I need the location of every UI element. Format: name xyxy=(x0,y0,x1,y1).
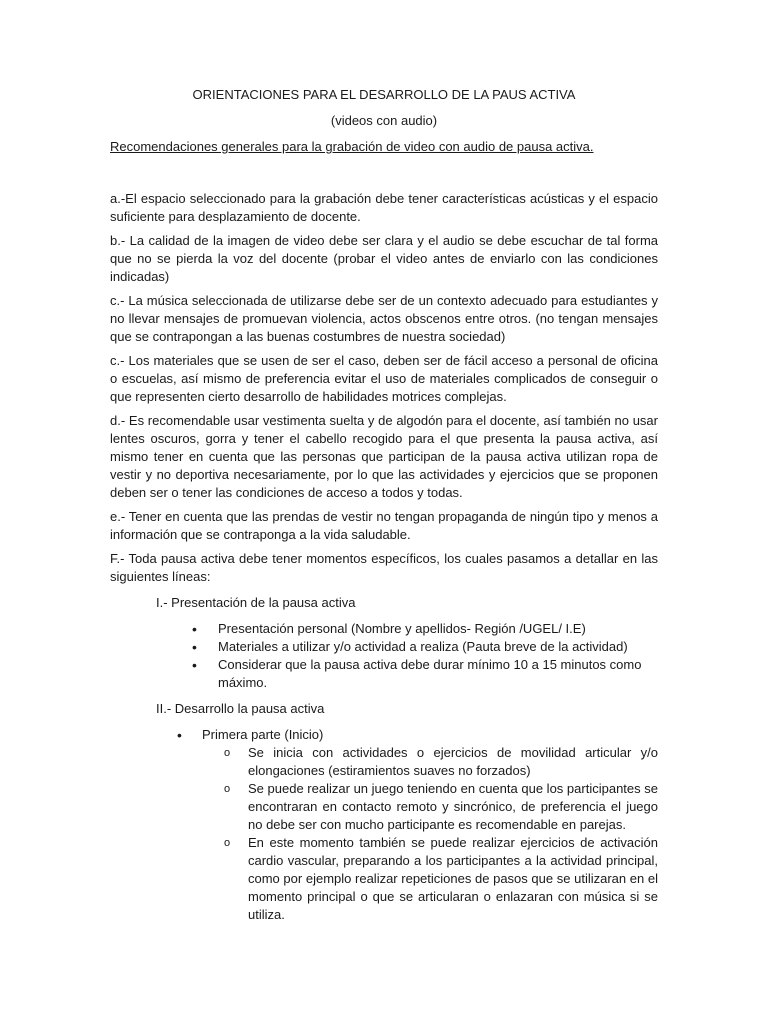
list-item: • Considerar que la pausa activa debe durar mínimo 10 a 15 minutos como máximo. xyxy=(218,656,658,692)
paragraph-c-music: c.- La música seleccionada de utilizarse debe ser de un contexto adecuado para estudiantes y no llevar mensajes de promuevan violencia, actos obscenos entre otros. (no tengan mensajes que se contrapongan a las buenas costumbres de nuestra sociedad) xyxy=(110,293,658,344)
paragraph-f: F.- Toda pausa activa debe tener momentos específicos, los cuales pasamos a detallar en las siguientes líneas: xyxy=(110,551,658,584)
paragraph-d: d.- Es recomendable usar vestimenta suelta y de algodón para el docente, así también no usar lentes oscuros, gorra y tener el cabello recogido para el que presenta la pausa activa, así mismo tener en cuenta que las personas que participan de la pausa activa utilizan ropa de vestir y no deportiva necesariamente, por lo que las actividades y ejercicios que se proponen deben ser o tener las condiciones de acceso a todos y todas. xyxy=(110,413,658,500)
document-title: ORIENTACIONES PARA EL DESARROLLO DE LA PAUS ACTIVA xyxy=(192,87,576,102)
paragraph-c-materials: c.- Los materiales que se usen de ser el caso, deben ser de fácil acceso a personal de oficina o escuelas, así mismo de preferencia evitar el uso de materiales complicados de conseguir o que representen cierto desarrollo de habilidades motrices complejas. xyxy=(110,353,658,404)
document-page xyxy=(110,86,658,924)
paragraph-a: a.-El espacio seleccionado para la grabación debe tener características acústicas y el espacio suficiente para desplazamiento de docente. xyxy=(110,191,658,224)
section-heading: Recomendaciones generales para la grabación de video con audio de pausa activa. xyxy=(110,139,594,154)
list-item: o Se puede realizar un juego teniendo en cuenta que los participantes se encontraran en contacto remoto y sincrónico, de preferencia el juego no debe ser con mucho participante es recomendable en parejas. xyxy=(248,780,658,834)
paragraph-b: b.- La calidad de la imagen de video debe ser clara y el audio se debe escuchar de tal forma que no se pierda la voz del docente (probar el video antes de enviarlo con las condiciones indicadas) xyxy=(110,233,658,284)
section-2-title: II.- Desarrollo la pausa activa xyxy=(156,701,325,716)
list-item xyxy=(202,726,658,924)
list-item: • Materiales a utilizar y/o actividad a realiza (Pauta breve de la actividad) xyxy=(218,638,658,656)
list-item: • Presentación personal (Nombre y apellidos- Región /UGEL/ I.E) xyxy=(218,620,658,638)
list-item: o Se inicia con actividades o ejercicios de movilidad articular y/o elongaciones (estiramientos suaves no forzados) xyxy=(248,744,658,780)
document-subtitle: (videos con audio) xyxy=(330,113,438,128)
part-label: • Primera parte (Inicio) xyxy=(202,727,323,742)
list-item: o En este momento también se puede realizar ejercicios de activación cardio vascular, preparando a los participantes a la actividad principal, como por ejemplo realizar repeticiones de pasos que se utilizaran en el momento principal o que se articularan o enlazaran con música si se utiliza. xyxy=(248,834,658,924)
section-1-bullet-list xyxy=(110,620,658,692)
section-2-parts-list xyxy=(110,726,658,924)
part-sub-list xyxy=(202,744,658,924)
paragraph-e: e.- Tener en cuenta que las prendas de vestir no tengan propaganda de ningún tipo y menos a información que se contraponga a la vida saludable. xyxy=(110,509,658,542)
section-1-title: I.- Presentación de la pausa activa xyxy=(156,595,356,610)
